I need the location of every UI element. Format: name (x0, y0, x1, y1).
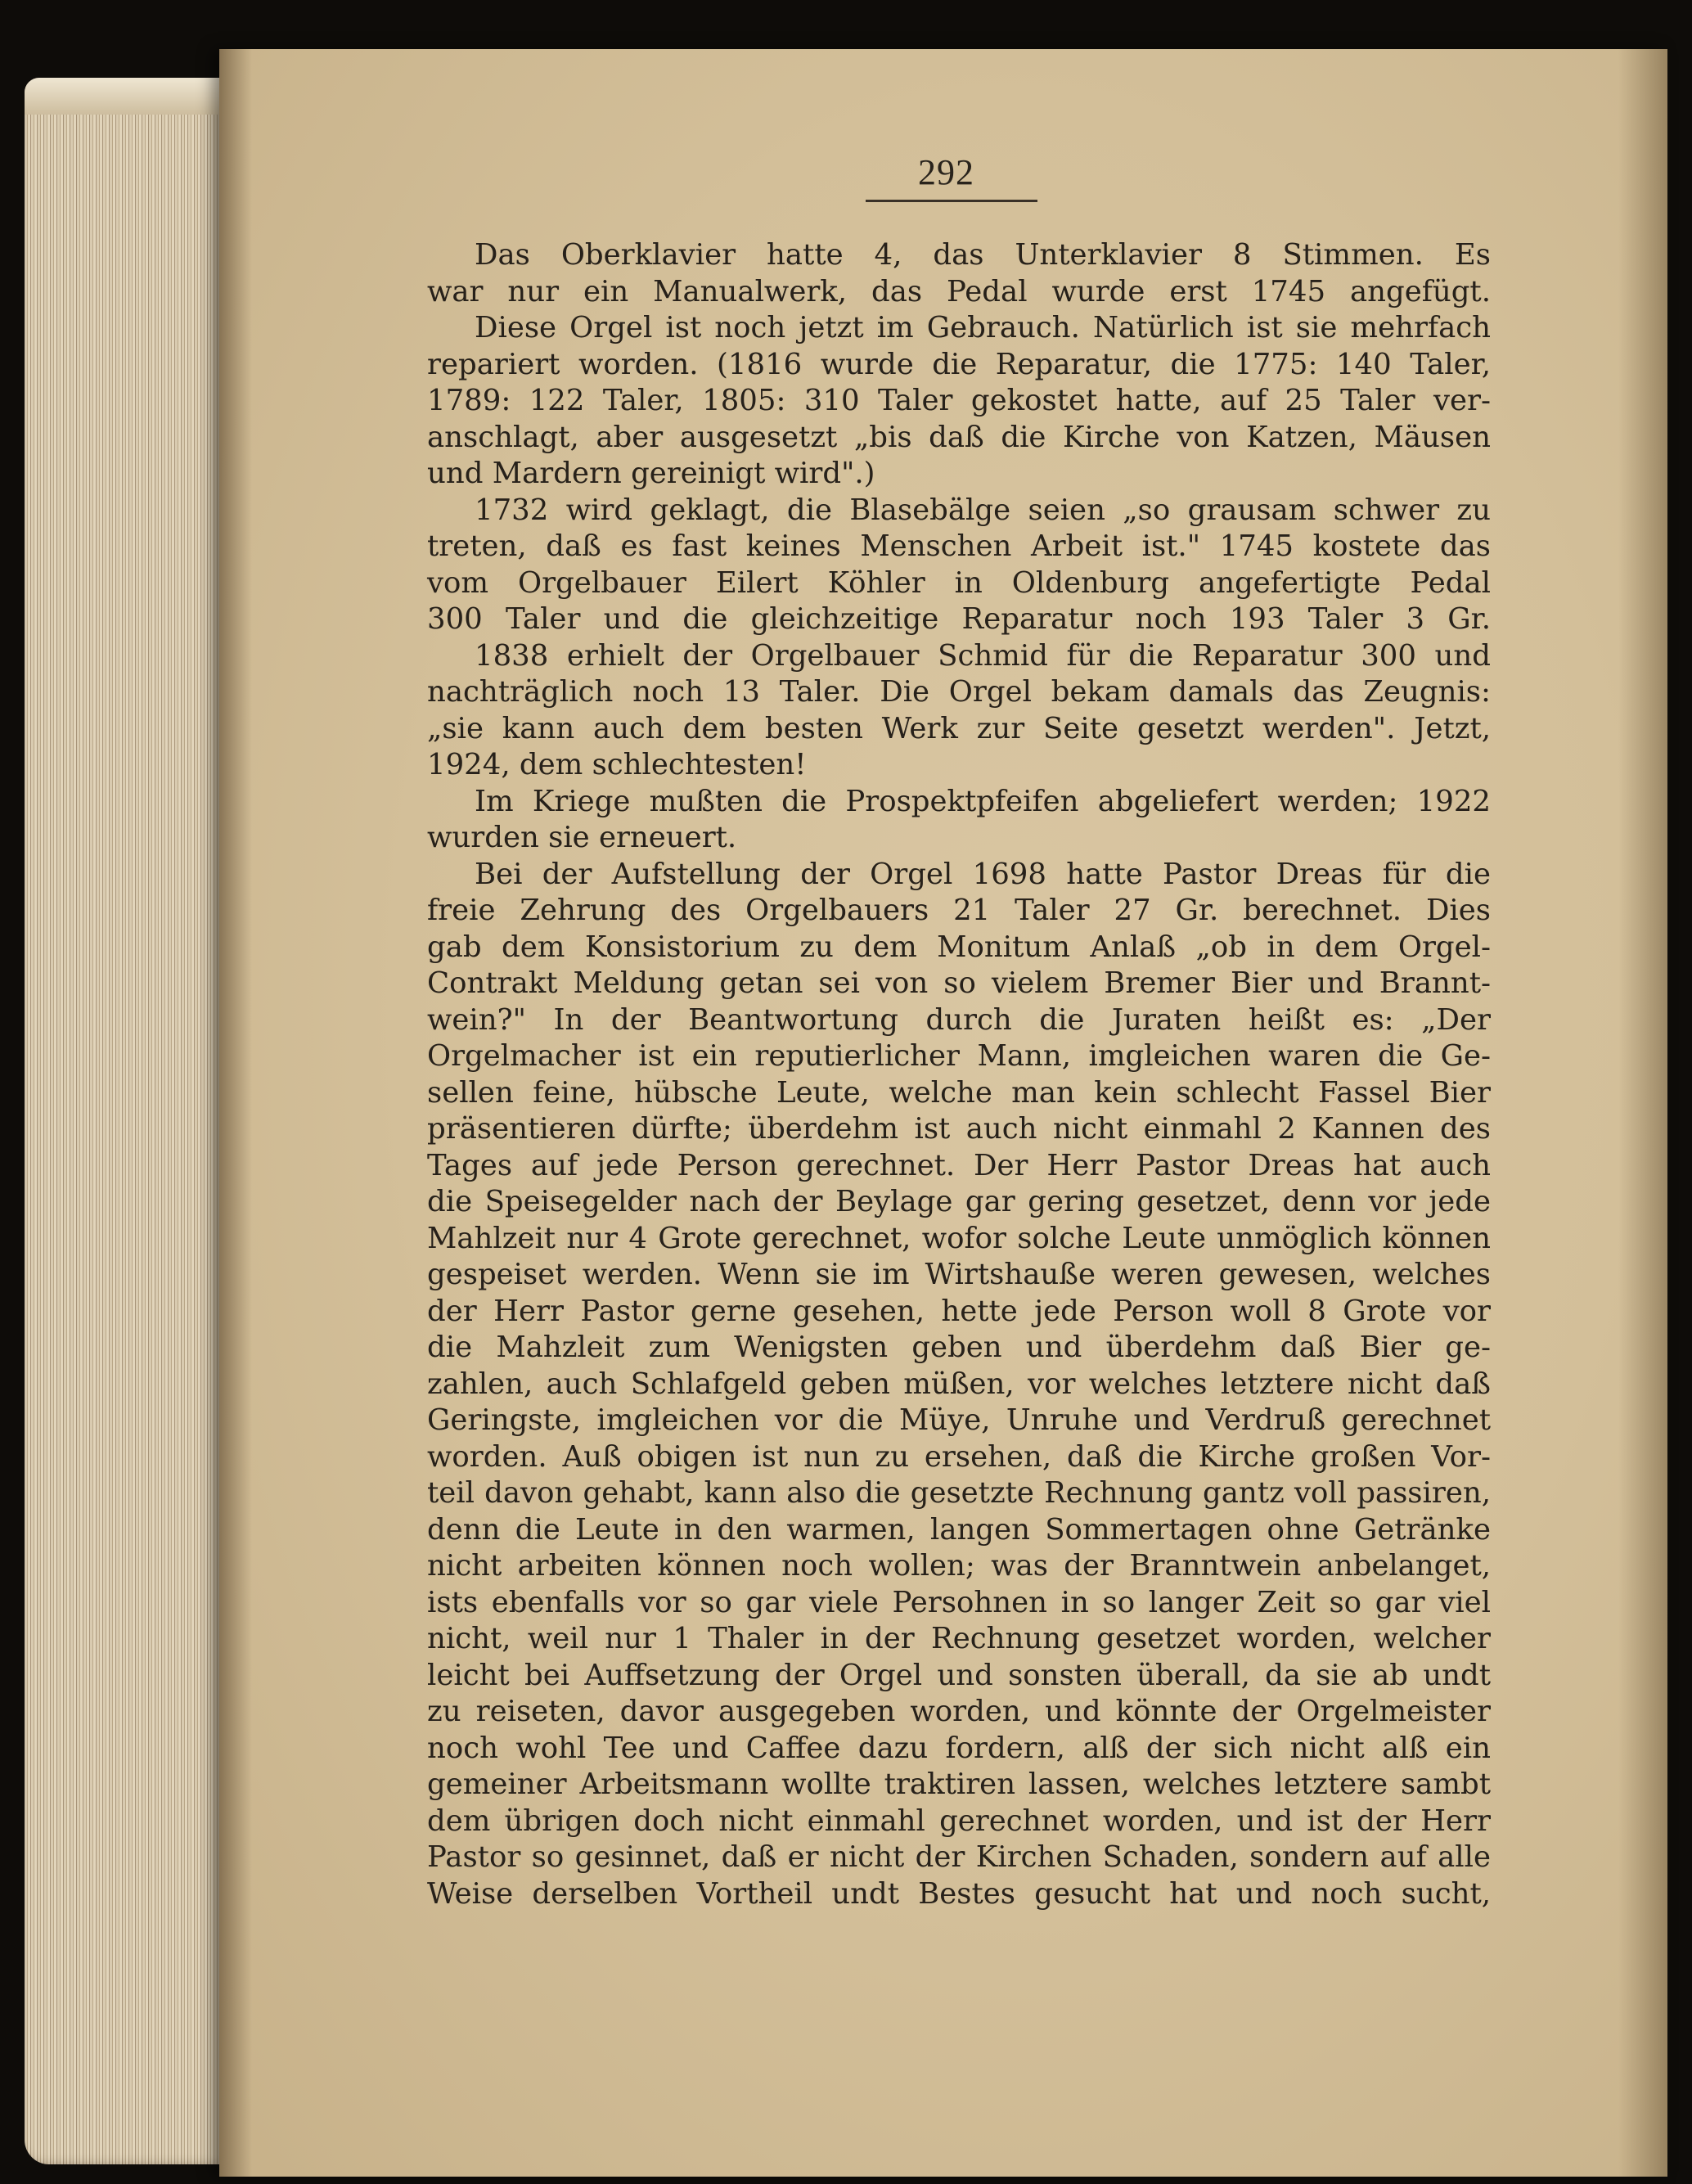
text-line: Diese Orgel ist noch jetzt im Gebrauch. Natürlich ist sie mehrfach (475, 311, 1491, 344)
text-line: präsentieren dürfte; überdehm ist auch nicht einmahl 2 Kannen des (427, 1112, 1491, 1146)
text-line: der Herr Pastor gerne gesehen, hette jede Person woll 8 Grote vor (427, 1294, 1491, 1328)
text-line: Mahlzeit nur 4 Grote gerechnet, wofor solche Leute unmöglich können (427, 1221, 1491, 1255)
text-line: dem übrigen doch nicht einmahl gerechnet worden, und ist der Herr (427, 1803, 1491, 1838)
text-line: und Mardern gereinigt wird".) (427, 457, 875, 490)
text-line: Orgelmacher ist ein reputierlicher Mann, imgleichen waren die Ge- (427, 1039, 1491, 1073)
text-line: Contrakt Meldung getan sei von so vielem Bremer Bier und Brannt- (427, 966, 1491, 1000)
text-line: Das Oberklavier hatte 4, das Unterklavier 8 Stimmen. Es (475, 238, 1491, 272)
text-line: zahlen, auch Schlafgeld geben müßen, vor welches letztere nicht daß (427, 1367, 1491, 1401)
text-line: nicht, weil nur 1 Thaler in der Rechnung gesetzet worden, welcher (427, 1622, 1491, 1655)
text-line: sellen feine, hübsche Leute, welche man kein schlecht Fassel Bier (427, 1075, 1491, 1110)
page-gutter-shadow (219, 49, 252, 2177)
text-line: leicht bei Auffsetzung der Orgel und sonsten überall, da sie ab undt (427, 1658, 1491, 1692)
text-line: zu reiseten, davor ausgegeben worden, und könnte der Orgelmeister (427, 1695, 1491, 1728)
text-line: 1924, dem schlechtesten! (427, 748, 807, 781)
text-line: anschlagt, aber ausgesetzt „bis daß die Kirche von Katzen, Mäusen (427, 420, 1491, 454)
text-line: die Speisegelder nach der Beylage gar gering gesetzet, denn vor jede (427, 1185, 1491, 1218)
text-line: worden. Auß obigen ist nun zu ersehen, daß die Kirche großen Vor- (427, 1439, 1491, 1474)
text-line: nicht arbeiten können noch wollen; was der Branntwein anbelanget, (427, 1549, 1491, 1583)
text-line: Geringste, imgleichen vor die Müye, Unruhe und Verdruß gerechnet (427, 1403, 1491, 1437)
text-line: gespeiset werden. Wenn sie im Wirtshauße weren gewesen, welches (427, 1258, 1491, 1291)
text-line: Im Kriege mußten die Prospektpfeifen abgeliefert werden; 1922 (475, 784, 1491, 818)
text-line: 1789: 122 Taler, 1805: 310 Taler gekostet hatte, auf 25 Taler ver- (427, 384, 1491, 417)
body-text (427, 237, 1491, 1912)
text-line: ists ebenfalls vor so gar viele Persohnen in so langer Zeit so gar viel (427, 1585, 1491, 1619)
text-line: Weise derselben Vortheil undt Bestes gesucht hat und noch sucht, (427, 1876, 1491, 1911)
page-edge-shadow (1618, 49, 1667, 2177)
text-line: vom Orgelbauer Eilert Köhler in Oldenburg angefertigte Pedal (427, 565, 1491, 600)
text-line: noch wohl Tee und Caffee dazu fordern, alß der sich nicht alß ein (427, 1731, 1491, 1765)
text-line: treten, daß es fast keines Menschen Arbeit ist." 1745 kostete das (427, 529, 1491, 563)
text-line: freie Zehrung des Orgelbauers 21 Taler 27 Gr. berechnet. Dies (427, 894, 1491, 927)
text-line: Tages auf jede Person gerechnet. Der Herr Pastor Dreas hat auch (427, 1148, 1491, 1182)
text-line: gemeiner Arbeitsmann wollte traktiren lassen, welches letztere sambt (427, 1767, 1491, 1801)
text-line: repariert worden. (1816 wurde die Reparatur, die 1775: 140 Taler, (427, 347, 1491, 381)
text-line: wurden sie erneuert. (427, 821, 737, 854)
text-line: denn die Leute in den warmen, langen Sommertagen ohne Getränke (427, 1512, 1491, 1547)
text-line: teil davon gehabt, kann also die gesetzte Rechnung gantz voll passiren, (427, 1476, 1491, 1510)
text-line: 1732 wird geklagt, die Blasebälge seien „so grausam schwer zu (475, 493, 1491, 527)
page-number: 292 (918, 152, 974, 192)
book-page-stack-top (25, 78, 225, 115)
text-line: „sie kann auch dem besten Werk zur Seite gesetzt werden". Jetzt, (427, 711, 1491, 745)
text-line: Bei der Aufstellung der Orgel 1698 hatte Pastor Dreas für die (475, 857, 1491, 891)
text-line: war nur ein Manualwerk, das Pedal wurde erst 1745 angefügt. (427, 274, 1491, 308)
text-line: Pastor so gesinnet, daß er nicht der Kirchen Schaden, sondern auf alle (427, 1840, 1491, 1874)
text-line: 1838 erhielt der Orgelbauer Schmid für die Reparatur 300 und (475, 638, 1491, 673)
text-line: wein?" In der Beantwortung durch die Juraten heißt es: „Der (427, 1002, 1491, 1037)
book-page-stack (25, 78, 225, 2164)
text-line: nachträglich noch 13 Taler. Die Orgel bekam damals das Zeugnis: (427, 675, 1491, 709)
page-number-rule (866, 200, 1037, 202)
text-line: 300 Taler und die gleichzeitige Reparatur noch 193 Taler 3 Gr. (427, 602, 1491, 636)
text-line: die Mahzleit zum Wenigsten geben und überdehm daß Bier ge- (427, 1331, 1491, 1364)
text-line: gab dem Konsistorium zu dem Monitum Anlaß „ob in dem Orgel- (427, 930, 1491, 964)
